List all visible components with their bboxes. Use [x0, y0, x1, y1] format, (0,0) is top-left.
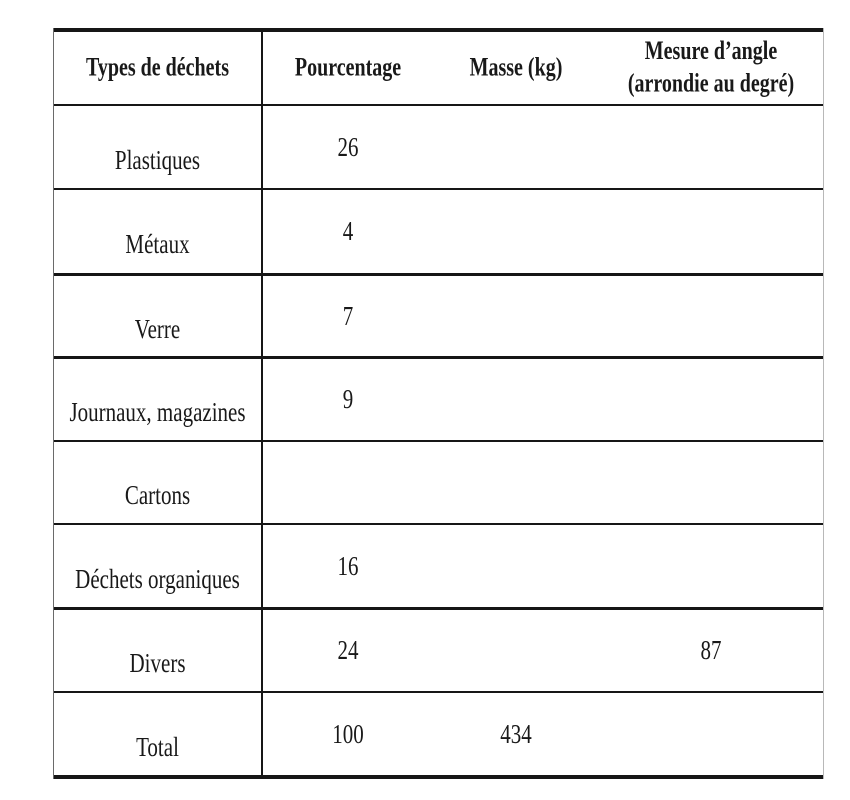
header-masse-label: Masse (kg): [469, 53, 563, 82]
cell-pourcentage: [263, 610, 433, 691]
pourcentage-value: 7: [342, 299, 354, 331]
pourcentage-value: 9: [342, 383, 354, 415]
header-angle-line1: Mesure d’angle: [644, 36, 778, 66]
row-label: Verre: [134, 312, 181, 344]
header-row: [54, 28, 823, 104]
table-row-verre: [54, 273, 823, 356]
cell-masse: [433, 693, 599, 775]
cell-masse: [433, 276, 599, 356]
cell-pourcentage: [263, 442, 433, 523]
table-row-total: [54, 691, 823, 779]
cell-angle: [599, 610, 823, 691]
cell-masse: [433, 359, 599, 440]
cell-type: [54, 610, 263, 691]
cell-type: [54, 106, 263, 188]
header-cell-types: [54, 32, 263, 104]
cell-type: [54, 276, 263, 356]
header-cell-pourcentage: [263, 32, 433, 104]
cell-pourcentage: [263, 359, 433, 440]
header-angle-line2: (arrondie au degré): [627, 69, 795, 98]
cell-angle: [599, 693, 823, 775]
row-label: Métaux: [125, 228, 190, 260]
cell-pourcentage: [263, 276, 433, 356]
cell-masse: [433, 610, 599, 691]
cell-pourcentage: [263, 525, 433, 607]
cell-type: [54, 442, 263, 523]
pourcentage-value: 100: [332, 717, 364, 749]
cell-angle: [599, 276, 823, 356]
row-label: Divers: [129, 647, 186, 679]
table-row-organiques: [54, 523, 823, 607]
pourcentage-value: 24: [337, 634, 359, 666]
cell-pourcentage: [263, 190, 433, 273]
waste-table: [53, 28, 824, 779]
cell-type: [54, 525, 263, 607]
cell-masse: [433, 525, 599, 607]
table-row-metaux: [54, 188, 823, 273]
table-row-journaux: [54, 356, 823, 440]
cell-type: [54, 359, 263, 440]
table-row-plastiques: [54, 104, 823, 188]
header-cell-angle: [599, 32, 823, 104]
cell-type: [54, 190, 263, 273]
cell-angle: [599, 190, 823, 273]
header-types-label: Types de déchets: [86, 53, 229, 82]
row-label: Déchets organiques: [75, 562, 240, 594]
cell-angle: [599, 359, 823, 440]
cell-pourcentage: [263, 106, 433, 188]
angle-value: 87: [700, 634, 722, 666]
cell-masse: [433, 190, 599, 273]
header-angle-label: [628, 36, 794, 101]
cell-type: [54, 693, 263, 775]
row-label: Cartons: [124, 479, 191, 511]
row-label: Plastiques: [114, 143, 201, 175]
row-label: Journaux, magazines: [69, 396, 246, 428]
cell-angle: [599, 106, 823, 188]
pourcentage-value: 26: [337, 130, 359, 162]
cell-masse: [433, 442, 599, 523]
table-row-divers: [54, 607, 823, 691]
masse-value: 434: [500, 717, 532, 749]
pourcentage-value: 16: [337, 549, 359, 581]
cell-masse: [433, 106, 599, 188]
header-pourcentage-label: Pourcentage: [294, 53, 402, 82]
cell-pourcentage: [263, 693, 433, 775]
pourcentage-value: 4: [342, 215, 354, 247]
header-cell-masse: [433, 32, 599, 104]
table-row-cartons: [54, 440, 823, 523]
cell-angle: [599, 525, 823, 607]
row-label: Total: [136, 730, 179, 762]
cell-angle: [599, 442, 823, 523]
